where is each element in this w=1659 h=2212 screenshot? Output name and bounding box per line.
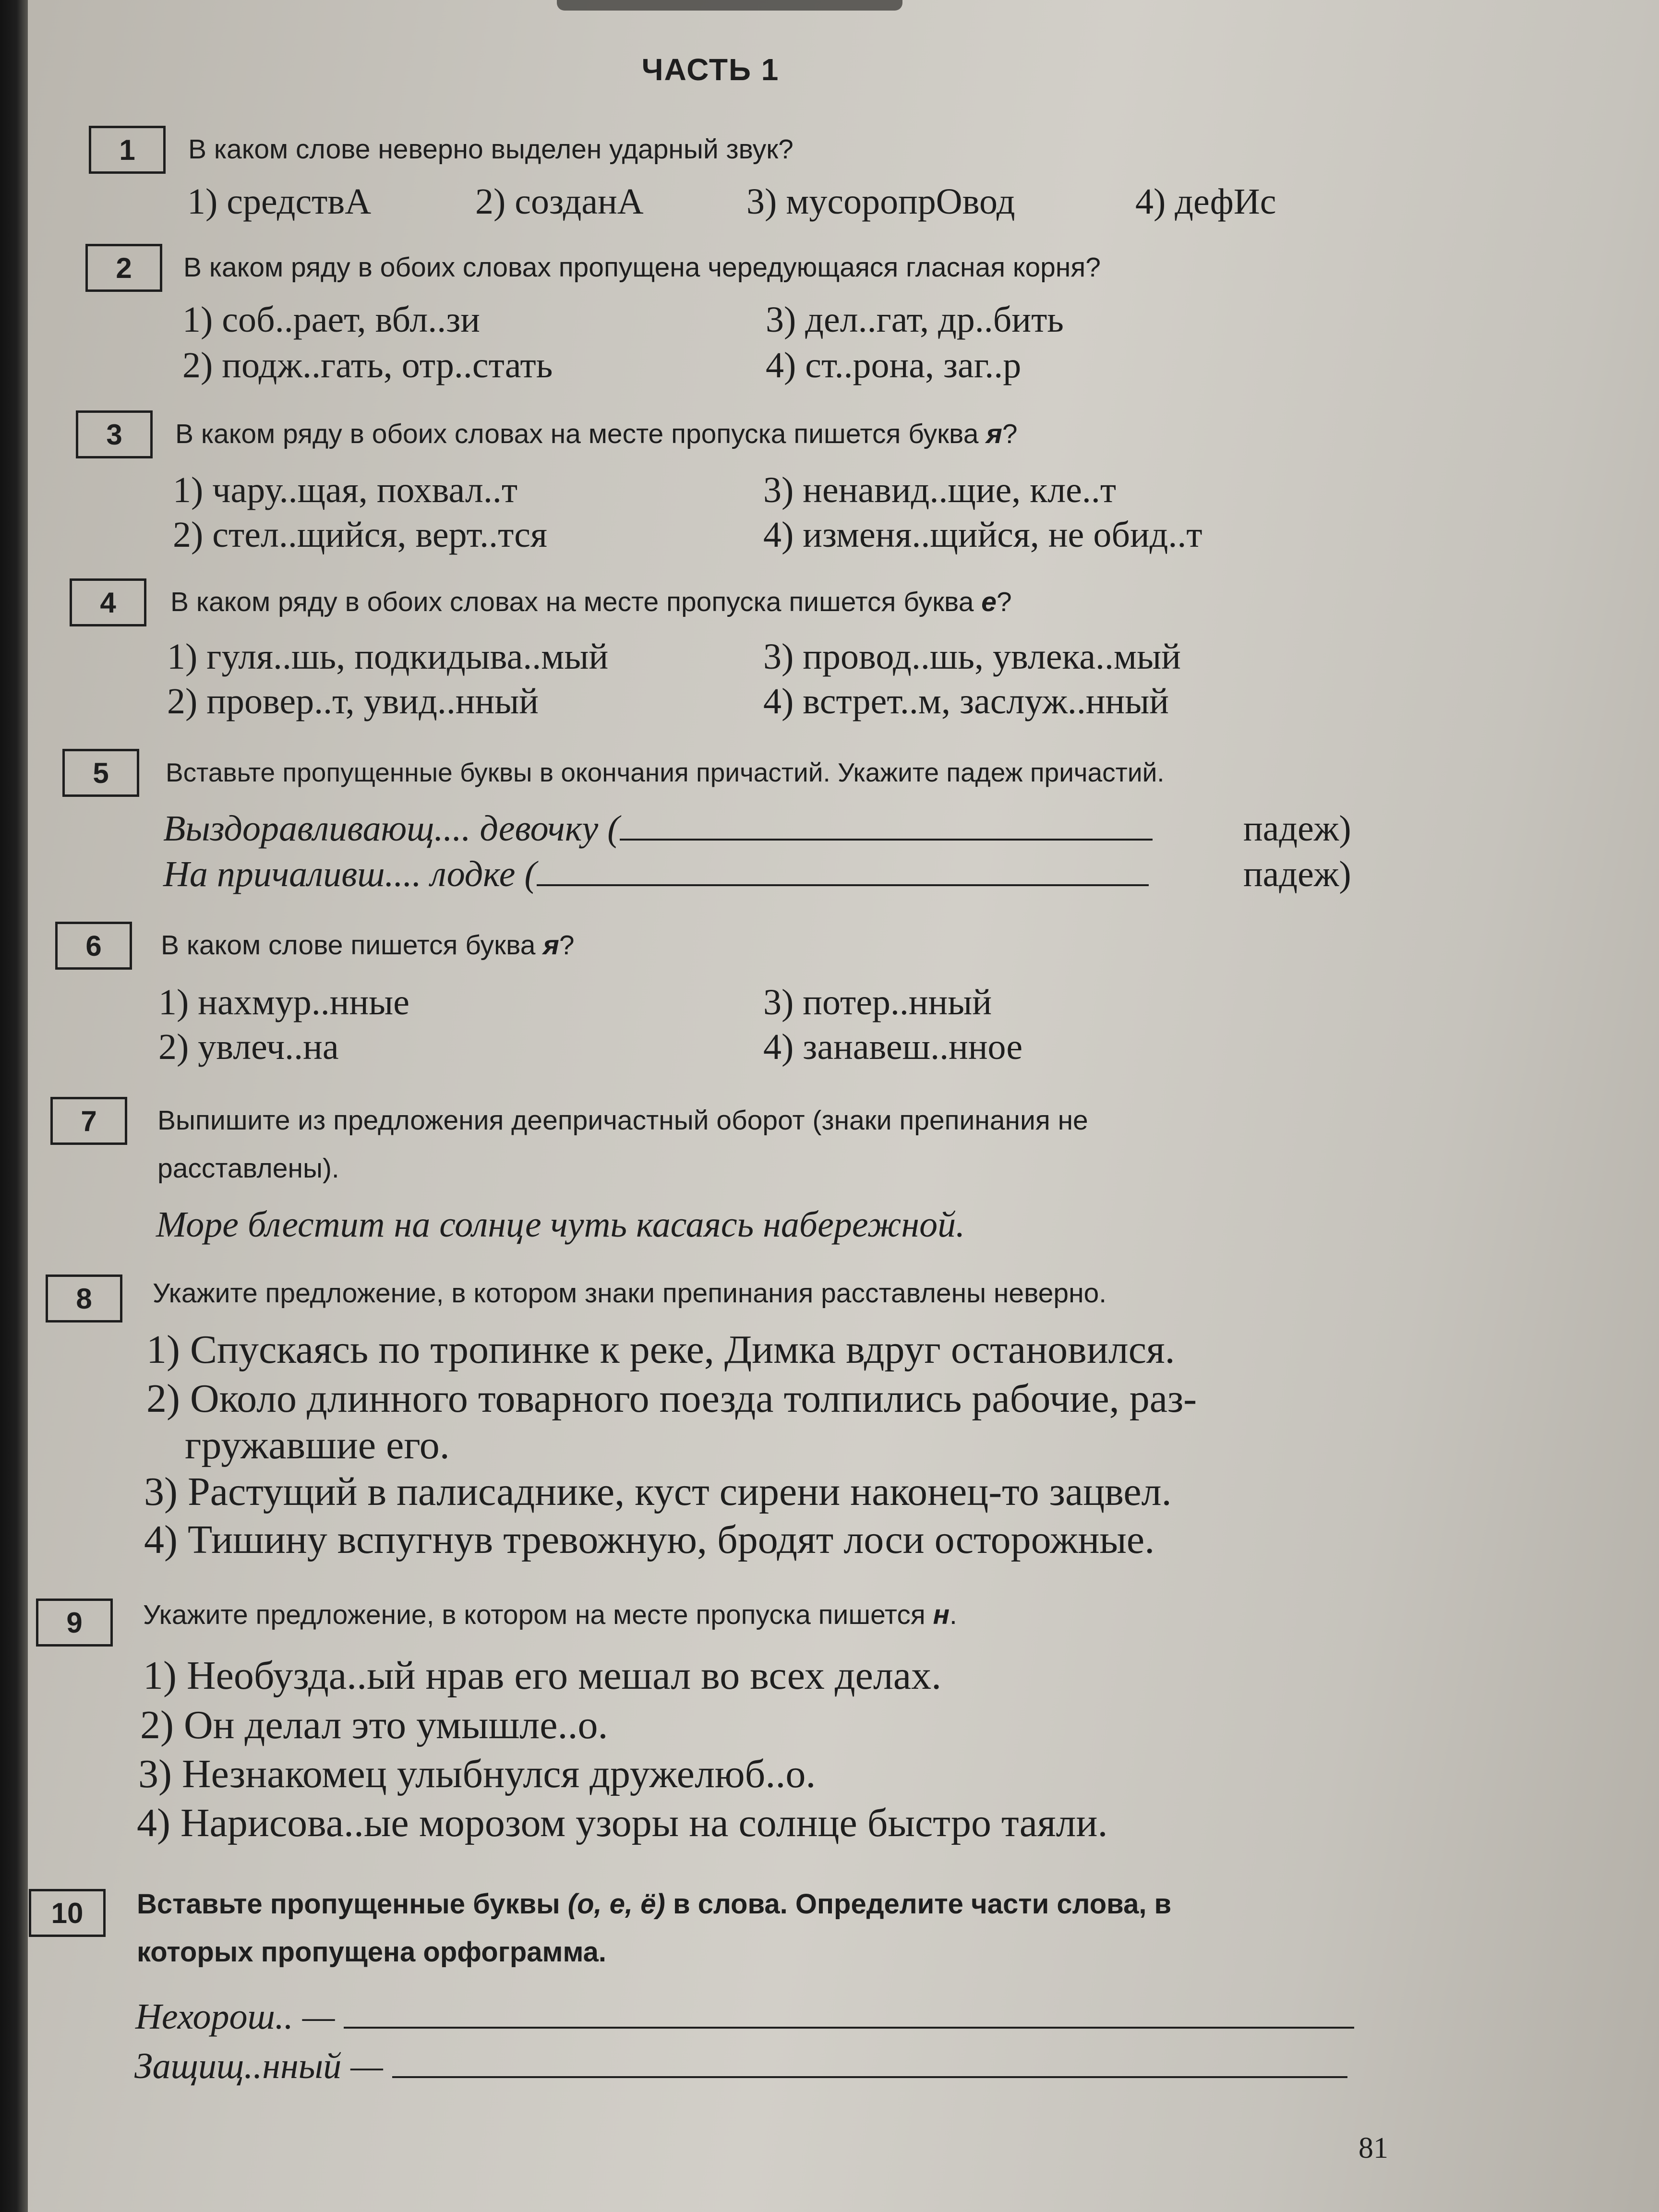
- question-7-text-line-2: расставлены).: [157, 1153, 339, 1184]
- question-number-10: 10: [29, 1889, 106, 1937]
- q9-option-2: 2) Он делал это умышле..о.: [140, 1703, 608, 1747]
- question-10-text-line-2: которых пропущена орфограмма.: [137, 1936, 606, 1968]
- q2-option-1: 1) соб..рает, вбл..зи: [182, 300, 480, 340]
- q6-option-4: 4) занавеш..нное: [763, 1027, 1023, 1067]
- question-1-text: В каком слове неверно выделен ударный звук?: [188, 134, 793, 165]
- question-number-8: 8: [46, 1274, 122, 1322]
- question-number-9: 9: [36, 1599, 113, 1647]
- q2-option-3: 3) дел..гат, др..бить: [766, 300, 1064, 340]
- answer-blank-3[interactable]: [344, 2000, 1354, 2029]
- question-number-1: 1: [89, 126, 166, 174]
- q3-option-3: 3) ненавид..щие, кле..т: [763, 470, 1117, 510]
- q6-option-3: 3) потер..нный: [763, 982, 992, 1022]
- question-number-2: 2: [85, 244, 162, 292]
- q8-option-2: 2) Около длинного товарного поезда толпились рабочие, раз-: [146, 1376, 1197, 1421]
- q8-option-4: 4) Тишину вспугнув тревожную, бродят лоси осторожные.: [144, 1517, 1155, 1562]
- page-header-fragment: [557, 0, 902, 11]
- q8-option-3: 3) Растущий в палисаднике, куст сирени наконец-то зацвел.: [144, 1469, 1172, 1514]
- question-number-6: 6: [55, 922, 132, 970]
- q9-option-1: 1) Необузда..ый нрав его мешал во всех делах.: [143, 1653, 942, 1698]
- question-8-text: Укажите предложение, в котором знаки препинания расставлены неверно.: [153, 1278, 1107, 1309]
- q5-line-2: На причаливш.... лодке (: [163, 852, 1149, 896]
- q8-option-1: 1) Спускаясь по тропинке к реке, Димка вдруг остановился.: [146, 1327, 1175, 1372]
- part-title: ЧАСТЬ 1: [641, 52, 780, 87]
- page-shadow-edge: [0, 0, 28, 2212]
- q3-option-2: 2) стел..щийся, верт..тся: [173, 515, 547, 555]
- question-4-text: В каком ряду в обоих словах на месте пропуска пишется буква е?: [170, 587, 1012, 617]
- question-number-5: 5: [62, 749, 139, 797]
- q1-option-3: 3) мусоропрОвод: [746, 181, 1015, 222]
- q4-option-2: 2) провер..т, увид..нный: [167, 681, 539, 721]
- question-number-3: 3: [76, 410, 153, 458]
- q2-option-2: 2) подж..гать, отр..стать: [182, 345, 553, 385]
- question-7-text-line-1: Выпишите из предложения деепричастный оборот (знаки препинания не: [157, 1105, 1088, 1136]
- q6-option-1: 1) нахмур..нные: [158, 982, 409, 1022]
- q4-option-1: 1) гуля..шь, подкидыва..мый: [167, 637, 609, 677]
- q5-case-label-2: падеж): [1243, 854, 1351, 894]
- q4-option-3: 3) провод..шь, увлека..мый: [763, 637, 1181, 677]
- q1-option-1: 1) средствА: [187, 181, 372, 222]
- q4-option-4: 4) встрет..м, заслуж..нный: [763, 681, 1169, 721]
- q7-sentence: Море блестит на солнце чуть касаясь набережной.: [156, 1204, 965, 1245]
- q3-option-4: 4) изменя..щийся, не обид..т: [763, 515, 1202, 555]
- q10-word-1: Нехорош.. —: [135, 1995, 1354, 2039]
- q1-option-4: 4) дефИс: [1135, 181, 1276, 222]
- q1-option-2: 2) созданА: [475, 181, 644, 222]
- q6-option-2: 2) увлеч..на: [158, 1027, 339, 1067]
- question-5-text: Вставьте пропущенные буквы в окончания причастий. Укажите падеж причастий.: [166, 757, 1165, 787]
- q9-option-4: 4) Нарисова..ые морозом узоры на солнце быстро таяли.: [137, 1801, 1108, 1845]
- q10-word-2: Защищ..нный —: [134, 2044, 1347, 2088]
- page-number: 81: [1358, 2132, 1388, 2164]
- q5-case-label-1: падеж): [1243, 808, 1351, 849]
- q8-option-2-continued: гружавшие его.: [185, 1423, 450, 1467]
- question-number-4: 4: [70, 578, 146, 626]
- answer-blank-4[interactable]: [392, 2049, 1347, 2078]
- q9-option-3: 3) Незнакомец улыбнулся дружелюб..о.: [138, 1752, 816, 1796]
- question-9-text: Укажите предложение, в котором на месте пропуска пишется н.: [143, 1599, 957, 1630]
- answer-blank-1[interactable]: [620, 812, 1153, 841]
- q5-line-1: Выздоравливающ.... девочку (: [163, 806, 1153, 851]
- q2-option-4: 4) ст..рона, заг..р: [766, 345, 1022, 385]
- answer-blank-2[interactable]: [537, 857, 1149, 886]
- question-3-text: В каком ряду в обоих словах на месте пропуска пишется буква я?: [175, 419, 1018, 449]
- question-10-text-line-1: Вставьте пропущенные буквы (о, е, ё) в слова. Определите части слова, в: [137, 1888, 1172, 1920]
- q3-option-1: 1) чару..щая, похвал..т: [173, 470, 518, 510]
- question-2-text: В каком ряду в обоих словах пропущена чередующаяся гласная корня?: [183, 252, 1101, 283]
- question-6-text: В каком слове пишется буква я?: [161, 930, 575, 961]
- question-number-7: 7: [50, 1097, 127, 1145]
